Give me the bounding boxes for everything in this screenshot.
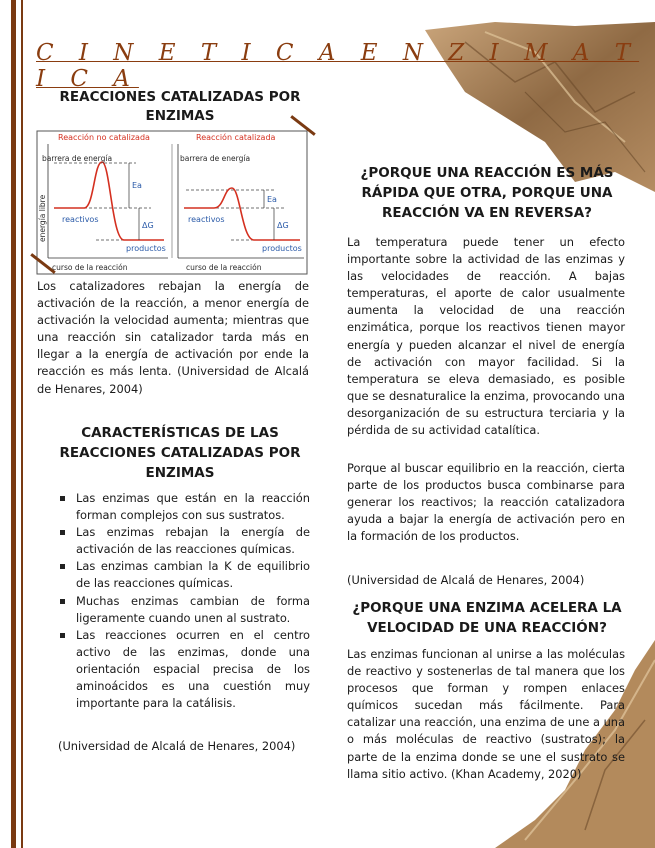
dg-label-left: ΔG [142, 221, 154, 230]
diagram-right-title: Reacción catalizada [196, 133, 276, 142]
left-border-bar [11, 0, 16, 848]
left-border-thin-bar [21, 0, 23, 848]
xlabel-right: curso de la reacción [186, 263, 262, 272]
diagram-left-title: Reacción no catalizada [58, 133, 150, 142]
list-item: Las reacciones ocurren en el centro activo de las enzimas, donde una orientación espacial precisa de los aminoácidos es una cuestión muy importante para la catálisis. [58, 627, 310, 712]
catalysts-paragraph: Los catalizadores rebajan la energía de activación de la reacción, a menor energía de activación la velocidad aumenta; mientras que una reacción sin catalizador tarda más en llegar a la energía de activación por ende la reacción es más lenta. (Universidad de Alcalá de Henares, 2004) [37, 279, 309, 396]
section-heading-enzyme-acceleration: ¿PORQUE UNA ENZIMA ACELERA LA VELOCIDAD DE UNA REACCIÓN? [352, 600, 622, 636]
section-heading-catalyzed-reactions: REACCIONES CATALIZADAS POR ENZIMAS [59, 89, 301, 124]
citation-right: (Universidad de Alcalá de Henares, 2004) [347, 573, 585, 587]
barrier-label-right: barrera de energía [180, 154, 251, 163]
temperature-paragraph: La temperatura puede tener un efecto importante sobre la actividad de las enzimas y las velocidades de reacción. A bajas temperaturas, el aporte de calor usualmente aumenta la velocidad de una reacción enzimática, porque los reactivos tienen mayor energía y pueden alcanzar el nivel de energía de activación con mayor facilidad. Si la temperatura se eleva demasiado, es posible que se desnaturalice la enzima, provocando una desorganización de su estructura terciaria y la pérdida de su actividad catalítica. [347, 235, 625, 438]
characteristics-list [58, 490, 310, 712]
xlabel-left: curso de la reacción [52, 263, 128, 272]
list-item: Las enzimas cambian la K de equilibrio de las reacciones químicas. [58, 558, 310, 592]
list-item: Las enzimas que están en la reacción forman complejos con sus sustratos. [58, 490, 310, 524]
ylabel: energía libre [38, 194, 47, 242]
products-label-right: productos [262, 244, 302, 253]
products-label-left: productos [126, 244, 166, 253]
citation-left: (Universidad de Alcalá de Henares, 2004) [58, 739, 296, 753]
ea-label-right: Ea [267, 195, 277, 204]
activation-energy-diagram [36, 130, 308, 275]
section-heading-characteristics: CARACTERÍSTICAS DE LAS REACCIONES CATALIZADAS POR ENZIMAS [59, 425, 301, 481]
barrier-label-left: barrera de energía [42, 154, 113, 163]
page-title: C I N E T I C A E N Z I M A T I C A [36, 40, 640, 92]
reactants-label-left: reactivos [62, 215, 99, 224]
section-heading-reaction-speed: ¿PORQUE UNA REACCIÓN ES MÁS RÁPIDA QUE OTRA, PORQUE UNA REACCIÓN VA EN REVERSA? [360, 165, 614, 221]
list-item: Las enzimas rebajan la energía de activación de las reacciones químicas. [58, 524, 310, 558]
enzyme-function-paragraph: Las enzimas funcionan al unirse a las moléculas de reactivo y sostenerlas de tal manera que los procesos que forman y rompen enlaces químicos sucedan más fácilmente. Para catalizar una reacción, una enzima de une a una o más moléculas de reactivo (sustratos); la parte de la enzima donde se une el sustrato se llama sitio activo. (Khan Academy, 2020) [347, 647, 625, 781]
dg-label-right: ΔG [277, 221, 289, 230]
ea-label-left: Ea [132, 181, 142, 190]
equilibrium-paragraph: Porque al buscar equilibrio en la reacción, cierta parte de los productos busca combinarse para generar los reactivos; la reacción catalizadora ayuda a bajar la energía de activación pero en la formación de los productos. [347, 461, 625, 544]
list-item: Muchas enzimas cambian de forma ligeramente cuando unen al sustrato. [58, 593, 310, 627]
reactants-label-right: reactivos [188, 215, 225, 224]
